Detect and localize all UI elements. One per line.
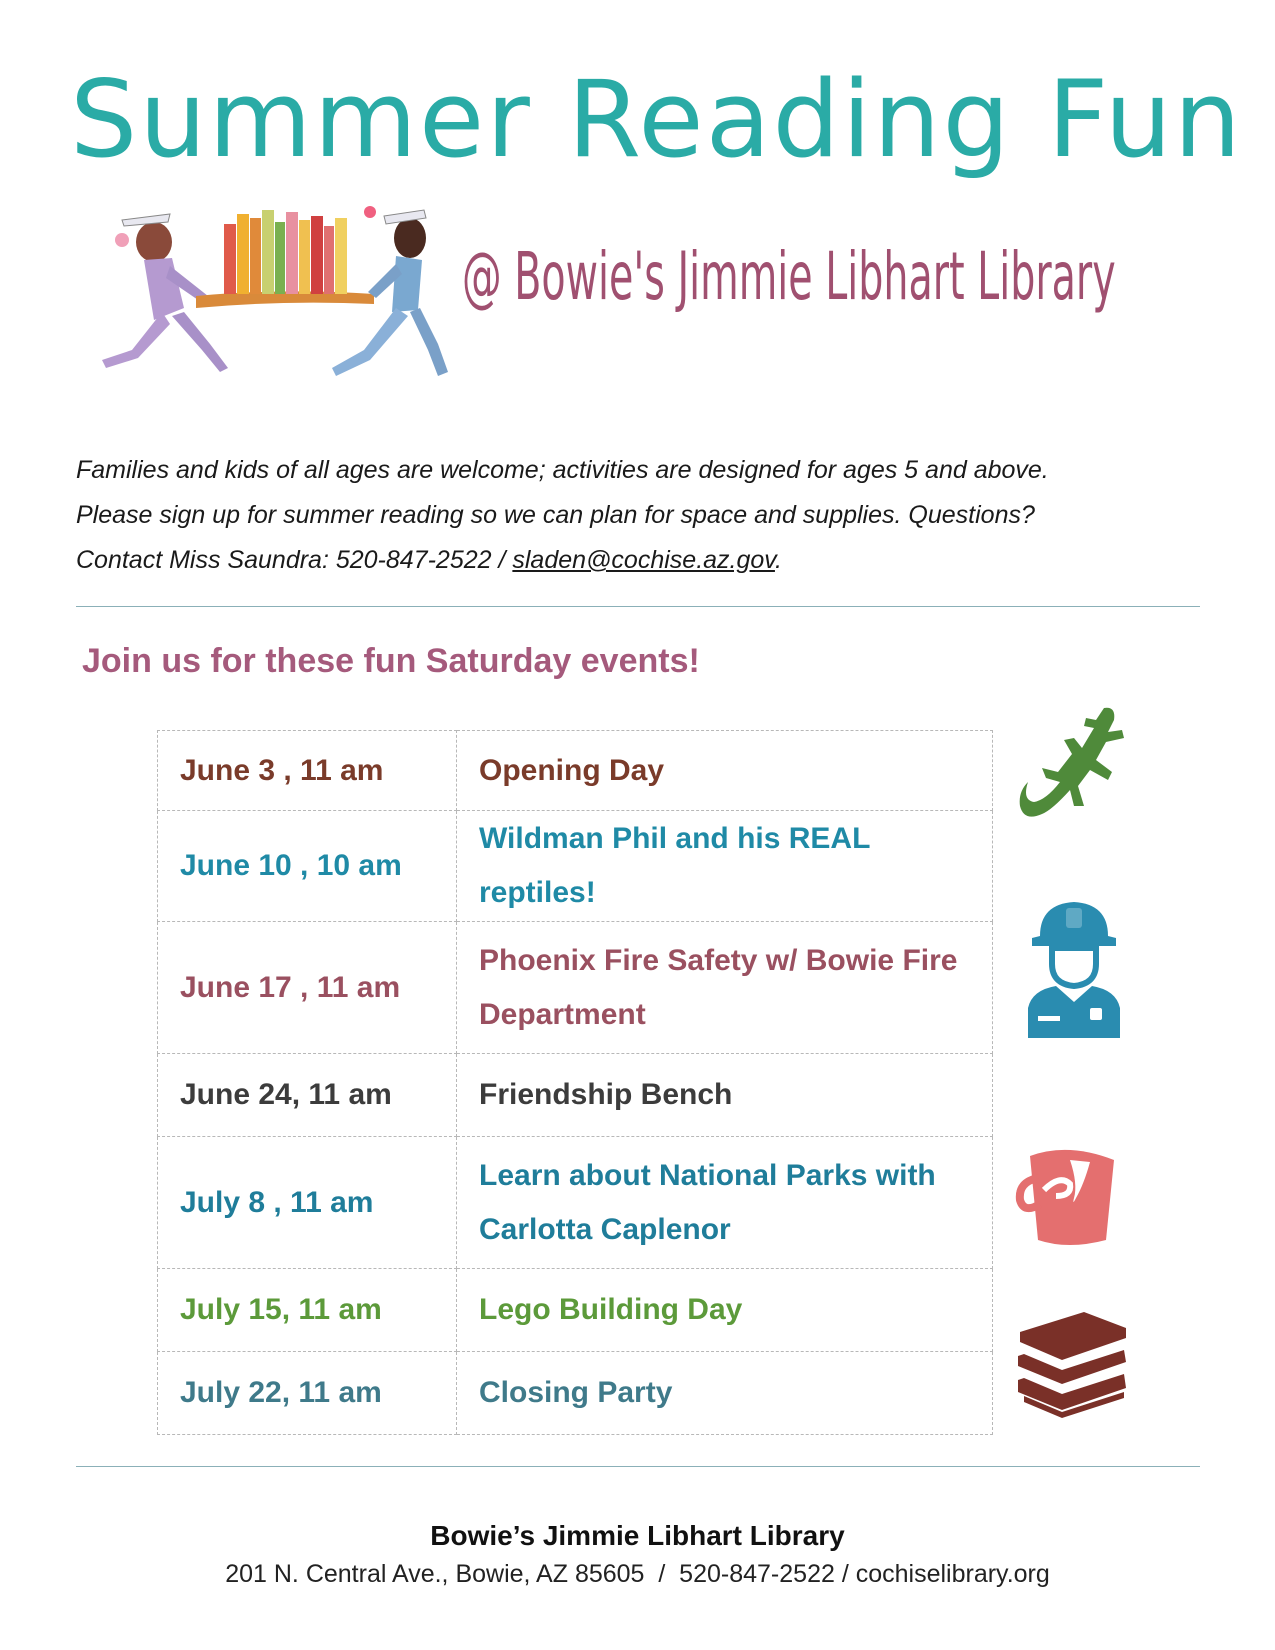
table-row	[158, 731, 993, 811]
left-kid-figure	[102, 214, 228, 372]
footer-library-name: Bowie’s Jimmie Libhart Library	[430, 1520, 845, 1551]
events-table	[157, 730, 993, 1435]
table-row	[158, 922, 993, 1054]
event-title: Opening Day	[457, 731, 993, 811]
event-date: June 17 , 11 am	[158, 922, 457, 1054]
event-title: Closing Party	[457, 1352, 993, 1435]
firefighter-icon	[1018, 898, 1130, 1038]
event-date: June 3 , 11 am	[158, 731, 457, 811]
table-row	[158, 811, 993, 922]
event-date: July 8 , 11 am	[158, 1137, 457, 1269]
events-heading: Join us for these fun Saturday events!	[82, 642, 700, 680]
lizard-icon	[1012, 702, 1130, 830]
table-row	[158, 1137, 993, 1269]
event-title: Friendship Bench	[457, 1054, 993, 1137]
right-kid-figure	[332, 206, 448, 376]
kids-carrying-books-illustration	[92, 200, 472, 410]
event-title: Lego Building Day	[457, 1269, 993, 1352]
intro-paragraph	[76, 448, 1216, 583]
books-stack-icon	[1014, 1312, 1130, 1420]
divider-bottom	[76, 1466, 1200, 1467]
event-date: June 10 , 10 am	[158, 811, 457, 922]
event-title: Learn about National Parks with Carlotta Caplenor	[457, 1137, 993, 1269]
contact-suffix: .	[774, 546, 782, 574]
contact-text: Contact Miss Saundra: 520-847-2522 /	[76, 546, 513, 574]
event-date: July 22, 11 am	[158, 1352, 457, 1435]
intro-line-1: Families and kids of all ages are welcome; activities are designed for ages 5 and above.	[76, 456, 1049, 484]
intro-line-3	[76, 538, 1216, 583]
table-row	[158, 1269, 993, 1352]
page-title: Summer Reading Fun	[70, 58, 1243, 181]
event-title: Phoenix Fire Safety w/ Bowie Fire Department	[457, 922, 993, 1054]
divider-top	[76, 606, 1200, 607]
intro-line-2: Please sign up for summer reading so we can plan for space and supplies. Questions?	[76, 501, 1035, 529]
footer-address: 201 N. Central Ave., Bowie, AZ 85605 / 520-847-2522 / cochiselibrary.org	[225, 1560, 1050, 1588]
event-date: June 24, 11 am	[158, 1054, 457, 1137]
table-row	[158, 1352, 993, 1435]
library-subtitle: @ Bowie's Jimmie Libhart Library	[462, 238, 1116, 315]
email-link[interactable]: sladen@cochise.az.gov	[512, 546, 775, 574]
event-title: Wildman Phil and his REAL reptiles!	[457, 811, 993, 922]
event-date: July 15, 11 am	[158, 1269, 457, 1352]
paint-bucket-icon	[1012, 1138, 1124, 1250]
table-row	[158, 1054, 993, 1137]
